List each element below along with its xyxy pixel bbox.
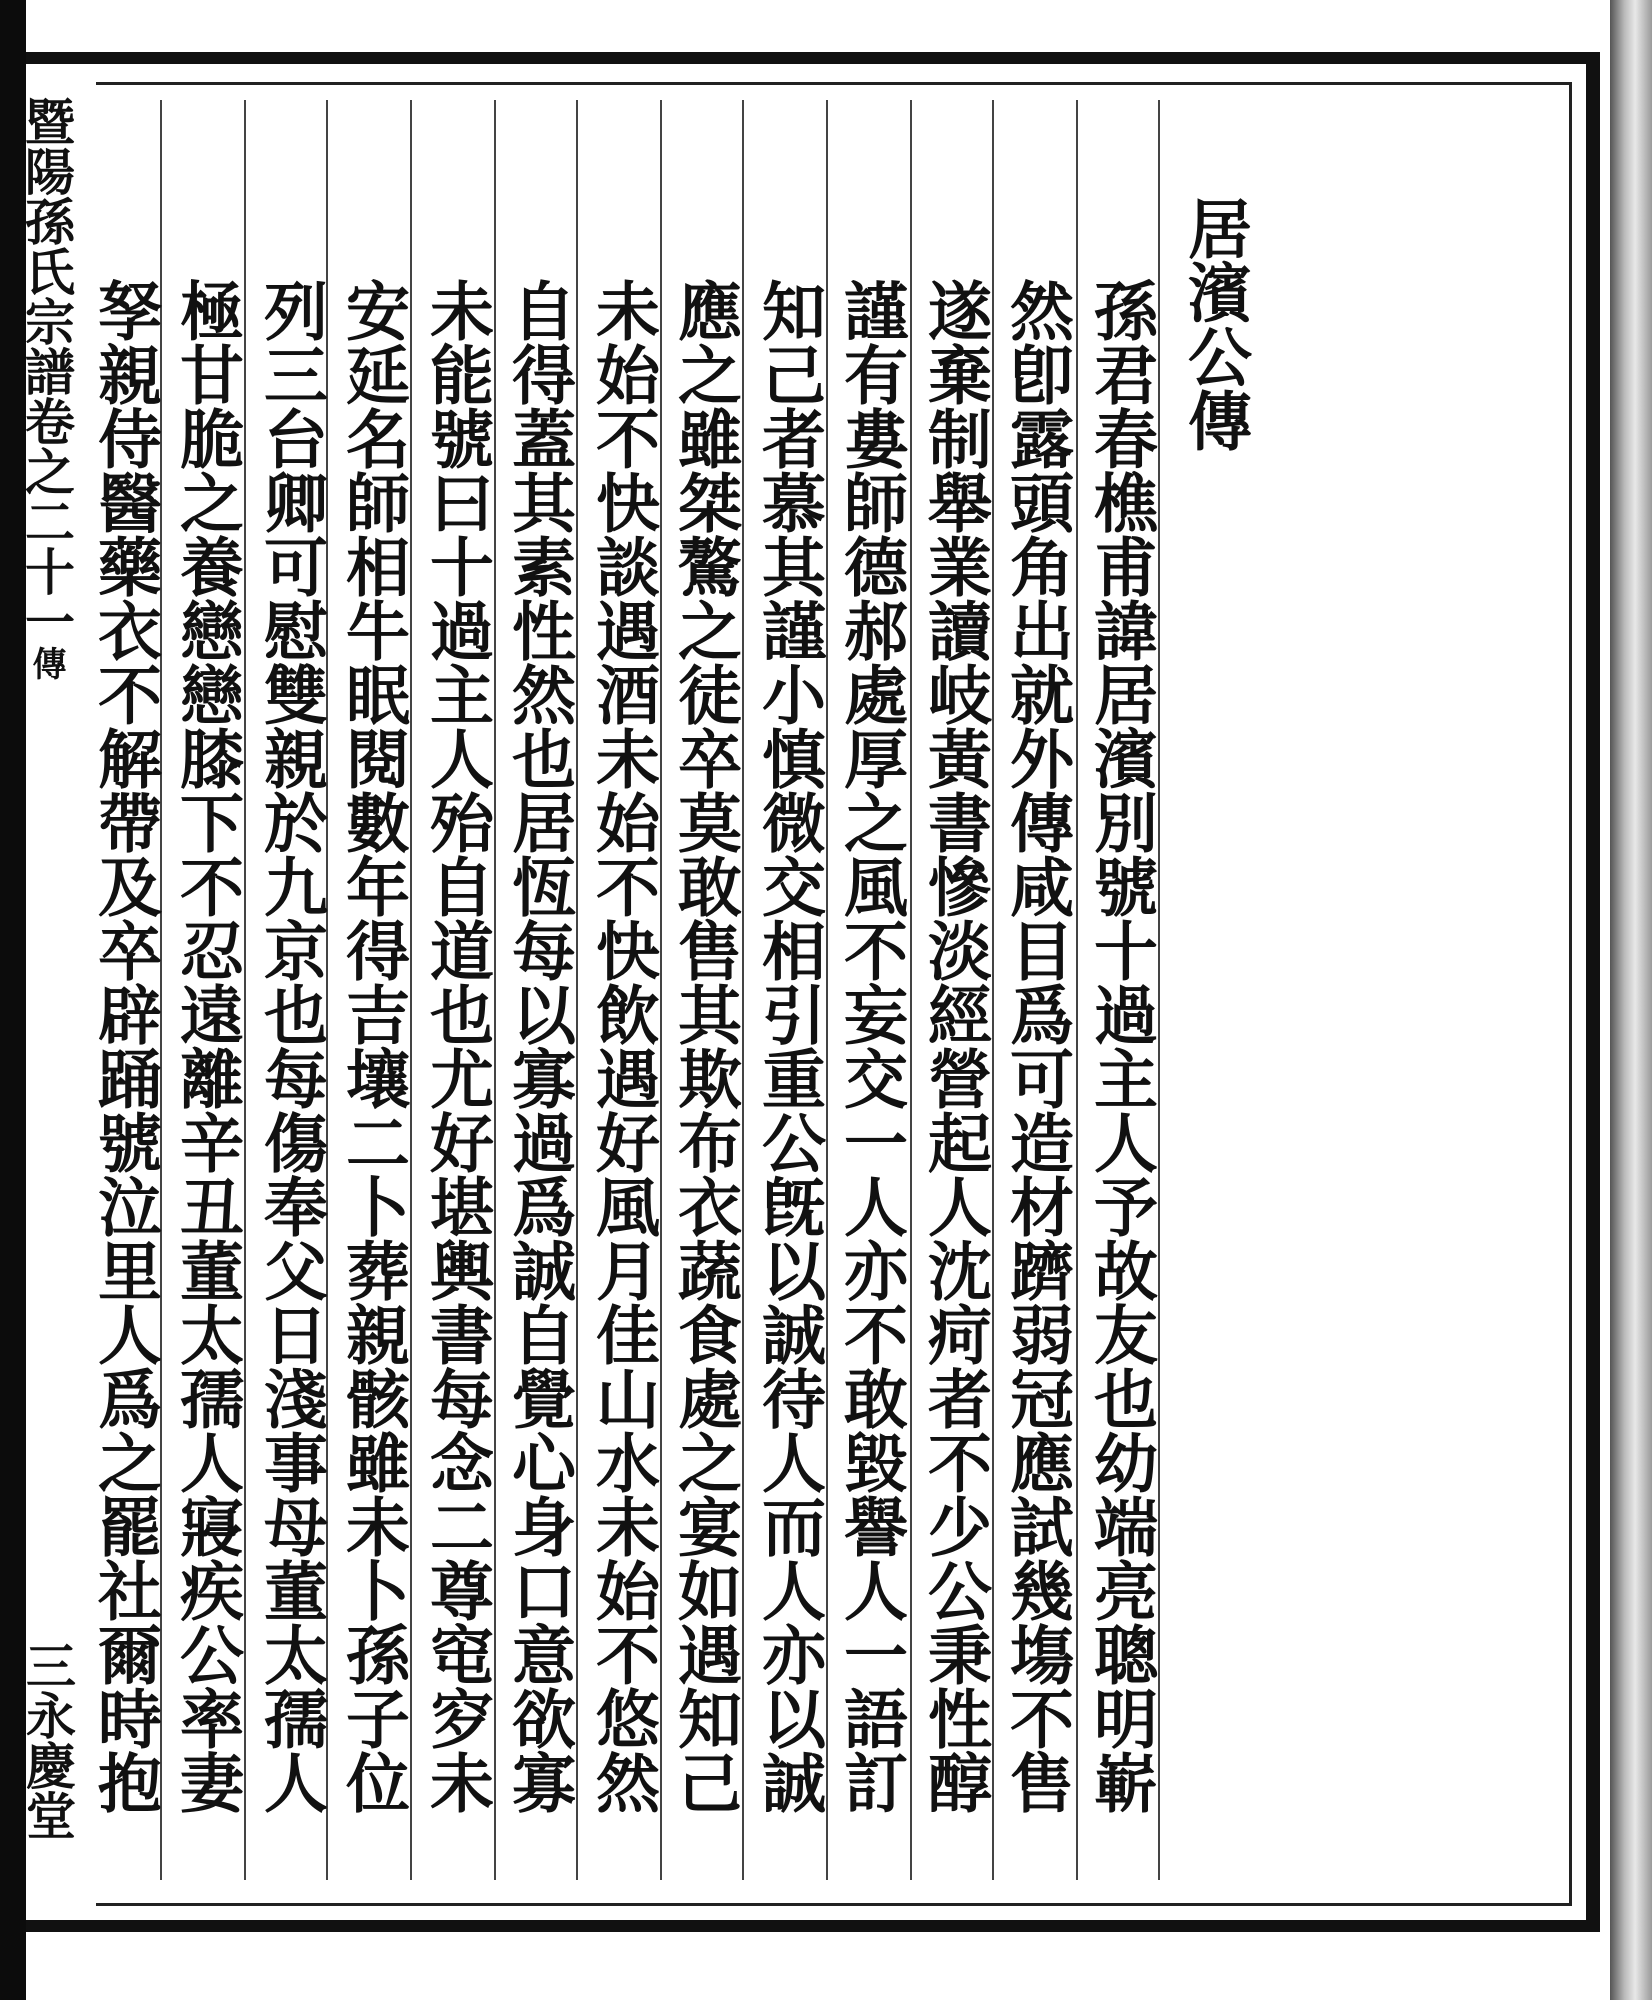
text-column-4: 謹有婁師德郝處厚之風不妄交一人亦不敢毀譽人一語訂 (833, 278, 908, 1814)
page-title: 居濱公傳 (1177, 196, 1252, 452)
hall-name: 永慶堂 (18, 1690, 77, 1840)
text-column-11: 列三台卿可慰雙親於九京也每傷奉父日淺事母董太孺人 (253, 278, 328, 1814)
text-column-13: 孥親侍醫藥衣不解帶及卒辟踊號泣里人爲之罷社爾時抱 (87, 278, 162, 1814)
margin-page-info (18, 1640, 77, 1840)
text-column-6: 應之雖桀驁之徒卒莫敢售其欺布衣蔬食處之宴如遇知己 (667, 278, 742, 1814)
text-column-1: 孫君春樵甫諱居濱別號十過主人予故友也幼端亮聰明嶄 (1083, 278, 1158, 1814)
text-column-12: 極甘脆之養戀戀膝下不忍遠離辛丑董太孺人寢疾公率妻 (169, 278, 244, 1814)
page-fold-shadow (1610, 0, 1652, 2000)
text-column-7: 未始不快談遇酒未始不快飲遇好風月佳山水未始不悠然 (585, 278, 660, 1814)
page-number: 三 (18, 1640, 77, 1690)
text-column-2: 然卽露頭角出就外傳咸目爲可造材躋弱冠應試幾塲不售 (999, 278, 1074, 1814)
section-label: 傳 (26, 646, 66, 680)
text-column-9: 未能號曰十過主人殆自道也尤好堪輿書每念二尊窀穸未 (419, 278, 494, 1814)
text-column-5: 知己者慕其謹小慎微交相引重公旣以誠待人而人亦以誠 (751, 278, 826, 1814)
text-column-10: 安延名師相牛眠閱數年得吉壤二卜葬親骸雖未卜孫子位 (335, 278, 410, 1814)
book-title: 暨陽孫氏宗譜 (17, 96, 76, 396)
margin-book-title (17, 96, 76, 1896)
volume-label: 卷之二十一 (17, 396, 76, 646)
text-column-3: 遂棄制舉業讀岐黃書慘淡經營起人沈疴者不少公秉性醇 (917, 278, 992, 1814)
text-column-8: 自得蓋其素性然也居恆每以寡過爲誠自覺心身口意欲寡 (501, 278, 576, 1814)
